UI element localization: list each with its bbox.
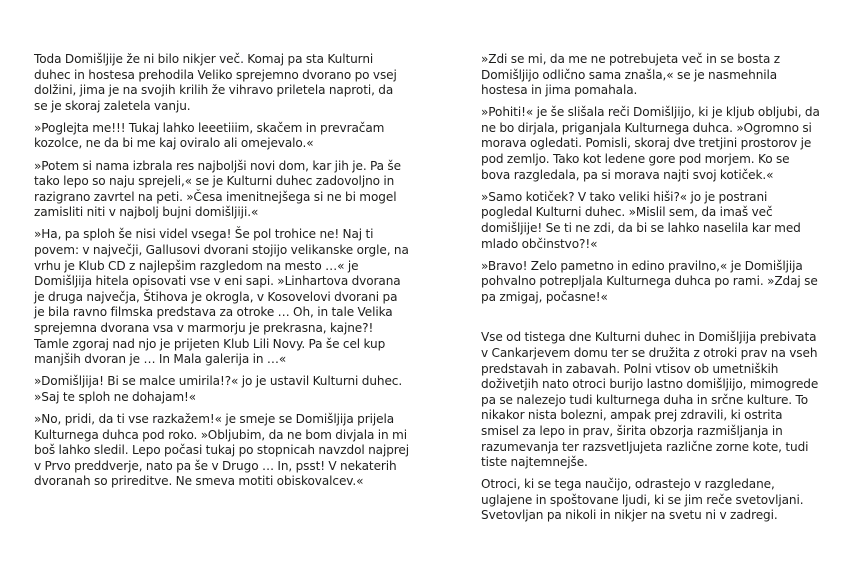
- epilogue-section: [481, 330, 821, 524]
- epilogue-paragraph-1: Vse od tistega dne Kulturni duhec in Domišljija prebivata v Cankarjevem domu ter se družita z otroki prav na vseh predstavah in zabavah. Polni vtisov ob umetniških doživetjih nato otroci burijo lastno domišljijo, mimogrede pa se nalezejo tudi kulturnega duha in srčne kulture. To nikakor nista bolezni, ampak prej zdravili, ki ostrita smisel za lepo in prav, širita obzorja razmišljanja in razumevanja ter razsvetljujeta različne zorne kote, tudi tiste najtemnejše.: [481, 330, 819, 470]
- paragraph-1: Toda Domišljije že ni bilo nikjer več. Komaj pa sta Kulturni duhec in hostesa prehodila Veliko sprejemno dvorano po vsej dolžini, jima je na svojih krilih že vihravo priletela naproti, da se je skoraj zaletela vanju.: [34, 52, 397, 113]
- left-page: [34, 52, 410, 496]
- paragraph-8: »Pohiti!« je še slišala reči Domišljijo, ki je kljub obljubi, da ne bo dirjala, priganjala Kulturnega duhca. »Ogromno si morava ogledati. Pomisli, skoraj dve tretjini prostorov je pod zemljo. Tako kot ledene gore pod morjem. Ko se bova razgledala, pa si morava najti svoj kotiček.«: [481, 105, 820, 182]
- right-page: [481, 52, 821, 531]
- paragraph-6: »No, pridi, da ti vse razkažem!« je smeje se Domišljija prijela Kulturnega duhca pod roko. »Obljubim, da ne bom divjala in mi boš lahko sledil. Lepo počasi tukaj po stopnicah navzdol najprej v Prvo preddverje, nato pa še v Drugo … In, psst! V nekaterih dvoranah so prireditve. Ne smeva motiti obiskovalcev.«: [34, 411, 410, 489]
- paragraph-2: »Poglejta me!!! Tukaj lahko leeetiiim, skačem in prevračam kozolce, ne da bi me kaj oviralo ali omejevalo.«: [34, 120, 385, 151]
- paragraph-5: »Domišljija! Bi se malce umirila!?« jo je ustavil Kulturni duhec. »Saj te sploh ne dohajam!«: [34, 374, 403, 404]
- paragraph-3: »Potem si nama izbrala res najboljši novi dom, kar jih je. Pa še tako lepo so naju sprejeli,« se je Kulturni duhec zadovoljno in razigrano zavrtel na peti. »Česa imenitnejšega si ne bi mogel zamisliti niti v najbolj bujni domišljiji.«: [34, 158, 401, 220]
- epilogue-paragraph-2: Otroci, ki se tega naučijo, odrastejo v razgledane, uglajene in spoštovane ljudi, ki se jim reče svetovljani. Svetovljan pa nikoli in nikjer na svetu ni v zadregi.: [481, 477, 804, 523]
- paragraph-9: »Samo kotiček? V tako veliki hiši?« jo je postrani pogledal Kulturni duhec. »Mislil sem, da imaš več domišljije! Se ti ne zdi, da bi se lahko naselila kar med mlado občinstvo?!«: [481, 189, 801, 251]
- paragraph-4: »Ha, pa sploh še nisi videl vsega! Še pol trohice ne! Naj ti povem: v največji, Gallusovi dvorani stojijo velikanske orgle, na vrhu je Klub CD z najlepšim razgledom na mesto …« je Domišljija hitela opisovati vse v eni sapi. »Linhartova dvorana je druga največja, Štihova je okrogla, v Kosovelovi dvorani pa je bila ravno filmska predstava za otroke … Oh, in tale Velika sprejemna dvorana vsa v marmorju je prekrasna, kajne?! Tamle zgoraj nad njo je prijeten Klub Lili Novy. Pa še cel kup manjših dvoran je … In Mala galerija in …«: [34, 227, 409, 367]
- paragraph-10: »Bravo! Zelo pametno in edino pravilno,« je Domišljija pohvalno potrepljala Kulturnega duhca po rami. »Zdaj se pa zmigaj, počasne!«: [481, 258, 818, 304]
- paragraph-7: »Zdi se mi, da me ne potrebujeta več in se bosta z Domišljijo odlično sama znašla,« se je nasmehnila hostesa in jima pomahala.: [481, 52, 780, 98]
